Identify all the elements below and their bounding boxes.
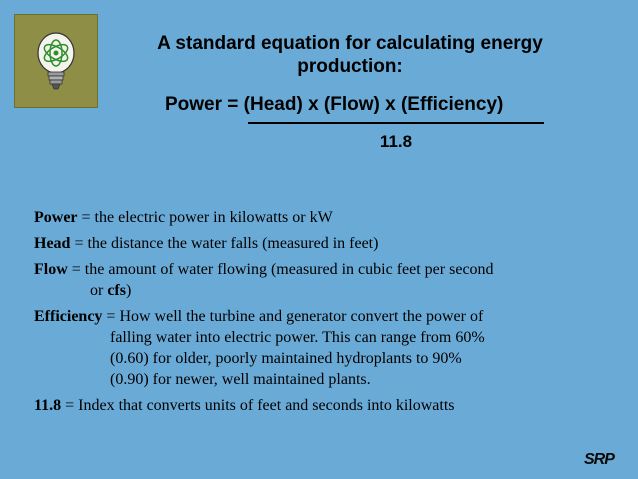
definitions-list xyxy=(34,207,614,421)
definition-text: = the amount of water flowing (measured in cubic feet per second xyxy=(67,261,494,278)
slide-title xyxy=(110,32,590,78)
definition-continuation: falling water into electric power. This can range from 60% xyxy=(110,329,485,346)
cfs-term: cfs xyxy=(107,282,126,299)
fraction-bar xyxy=(248,122,544,124)
definition-term: Power xyxy=(34,209,78,226)
definition-term: Head xyxy=(34,235,71,252)
definition-flow xyxy=(34,259,614,301)
lightbulb-graphic xyxy=(15,15,97,107)
continuation-text: or xyxy=(90,282,108,299)
definition-continuation: (0.90) for newer, well maintained plants. xyxy=(110,371,371,388)
title-line-1: A standard equation for calculating energy xyxy=(157,33,543,54)
equation-denominator: 11.8 xyxy=(379,132,413,151)
definition-continuation: (0.60) for older, poorly maintained hydroplants to 90% xyxy=(110,350,462,367)
definition-term: Efficiency xyxy=(34,308,103,325)
definition-efficiency xyxy=(34,306,614,390)
equation-numerator: Power = (Head) x (Flow) x (Efficiency) xyxy=(165,94,504,115)
definition-term: Flow xyxy=(34,261,68,278)
continuation-close: ) xyxy=(125,282,132,299)
definition-text: = the distance the water falls (measured in feet) xyxy=(70,235,379,252)
definition-text: = Index that converts units of feet and seconds into kilowatts xyxy=(61,397,455,414)
title-line-2: production: xyxy=(297,56,403,77)
definition-continuation xyxy=(34,280,614,301)
definition-text: = How well the turbine and generator convert the power of xyxy=(102,308,484,325)
definition-head xyxy=(34,233,614,254)
srp-logo: SRP xyxy=(584,451,614,468)
definition-term: 11.8 xyxy=(34,397,62,414)
definition-power xyxy=(34,207,614,228)
definition-index xyxy=(34,395,614,416)
lightbulb-icon xyxy=(14,14,98,108)
definition-text: = the electric power in kilowatts or kW xyxy=(77,209,333,226)
